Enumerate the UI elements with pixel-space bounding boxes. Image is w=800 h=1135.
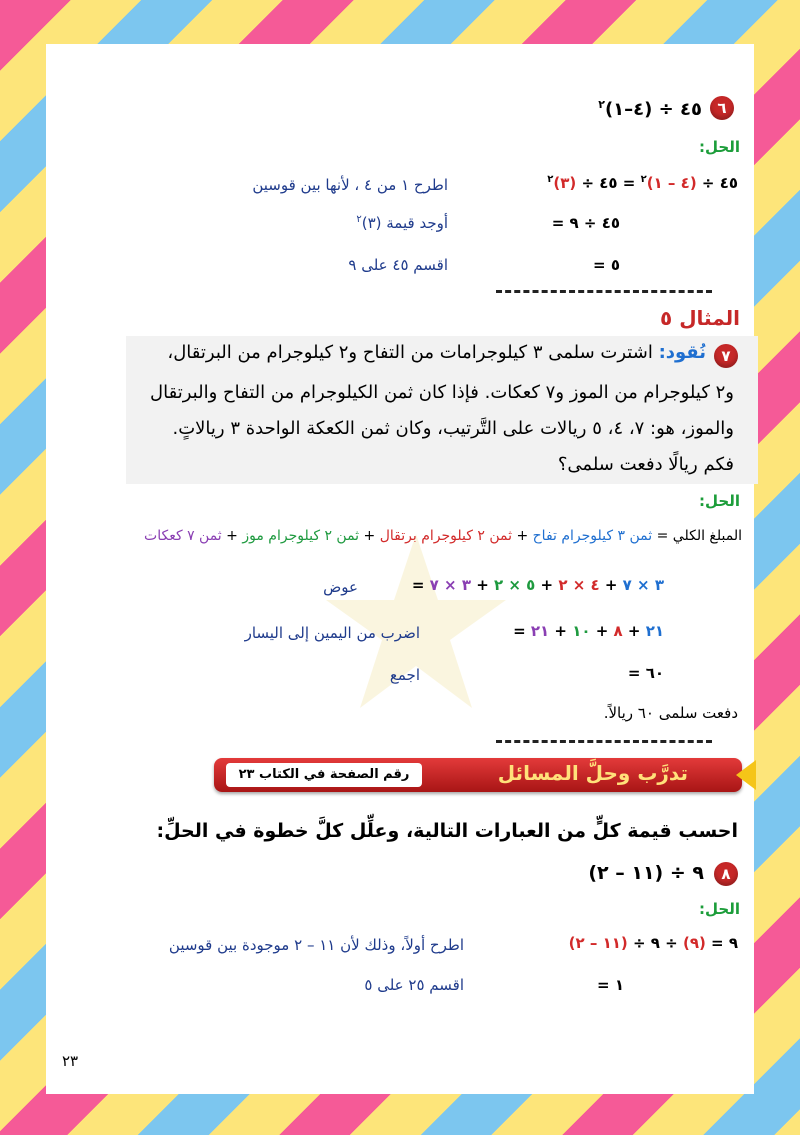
term-cakes: ثمن ٧ كعكات	[144, 528, 222, 544]
practice-banner	[214, 758, 742, 792]
example-5-solution-label: الحل:	[699, 492, 740, 510]
book-page-reference: رقم الصفحة في الكتاب ٢٣	[226, 763, 422, 787]
problem-8-solution-label: الحل:	[699, 900, 740, 918]
problem-6-step-1-note: اطرح ١ من ٤ ، لأنها بين قوسين	[252, 176, 448, 194]
example-5-line-1: نُقود: اشترت سلمى ٣ كيلوجرامات من التفاح و٢ كيلوجرام من البرتقال،	[167, 342, 706, 363]
example-5-heading: نُقود:	[658, 342, 706, 363]
example-5-line-2: و٢ كيلوجرام من الموز و٧ كعكات. فإذا كان ثمن الكيلوجرام من التفاح والبرتقال	[150, 382, 734, 403]
term-apples: ثمن ٣ كيلوجرام تفاح	[532, 528, 653, 544]
problem-6-step-2-expression: = ٤٥ ÷ ٩	[551, 214, 620, 232]
example-5-step-3-note: اجمع	[389, 666, 420, 684]
problem-8-step-1-note: اطرح أولاً، وذلك لأن ١١ – ٢ موجودة بين قوسين	[168, 936, 464, 954]
instructions: احسب قيمة كلٍّ من العبارات التالية، وعلِّل كلَّ خطوة في الحلِّ:	[156, 820, 738, 842]
page-number: ٢٣	[62, 1052, 79, 1070]
problem-6-step-2-note: أوجد قيمة (٣)$^٢$	[356, 214, 448, 232]
example-5-total-equation: المبلغ الكلي = ثمن ٣ كيلوجرام تفاح + ثمن ٢ كيلوجرام برتقال + ثمن ٢ كيلوجرام موز + ثمن ٧ كعكات	[144, 528, 742, 544]
divider	[496, 740, 712, 743]
total-label: المبلغ الكلي =	[656, 528, 742, 544]
problem-6-number-badge: ٦	[710, 96, 734, 120]
problem-6-solution-label: الحل:	[699, 138, 740, 156]
problem-8-step-1-expression: (١١ – ٢) ÷ ٩ = (٩) ÷ ٩	[568, 934, 738, 952]
problem-8-number-badge: ٨	[714, 862, 738, 886]
arrow-icon	[736, 760, 756, 790]
problem-6-step-1-expression: ٤٥ ÷ (٤ – ١)$^٢$ = ٤٥ ÷ (٣)$^٢$	[547, 174, 738, 192]
example-5-step-1-expression: = ٣ × ٧ + ٤ × ٢ + ٥ × ٢ + ٣ × ٧	[411, 576, 664, 594]
problem-8-step-2-note: اقسم ٢٥ على ٥	[364, 976, 464, 994]
example-5-title: المثال ٥	[660, 306, 740, 330]
example-5-number-badge: ٧	[714, 344, 738, 368]
example-5-step-1-note: عوض	[323, 578, 358, 596]
divider	[496, 290, 712, 293]
example-5-line-4: فكم ريالًا دفعت سلمى؟	[557, 454, 734, 475]
practice-title: تدرَّب وحلَّ المسائل	[497, 761, 688, 785]
page	[46, 44, 754, 1094]
example-5-step-3-expression: = ٦٠	[627, 664, 664, 682]
problem-6-expression: ٤٥ ÷ (٤–١)$^٢$	[598, 98, 702, 120]
example-5-line-3: والموز، هو: ٧، ٤، ٥ ريالات على التَّرتيب، وكان ثمن الكعكة الواحدة ٣ ريالاتٍ.	[172, 418, 734, 439]
example-5-step-2-note: اضرب من اليمين إلى اليسار	[244, 624, 420, 642]
term-bananas: ثمن ٢ كيلوجرام موز	[242, 528, 360, 544]
example-5-conclusion: دفعت سلمى ٦٠ ريالاً.	[603, 704, 738, 722]
problem-8-step-2-expression: = ١	[597, 976, 624, 994]
term-oranges: ثمن ٢ كيلوجرام برتقال	[379, 528, 512, 544]
example-5-step-2-expression: = ٢١ + ٨ + ١٠ + ٢١	[513, 622, 664, 640]
problem-6-step-3-note: اقسم ٤٥ على ٩	[348, 256, 448, 274]
problem-6-step-3-expression: = ٥	[593, 256, 620, 274]
problem-8-expression: (١١ – ٢) ÷ ٩	[588, 862, 704, 884]
